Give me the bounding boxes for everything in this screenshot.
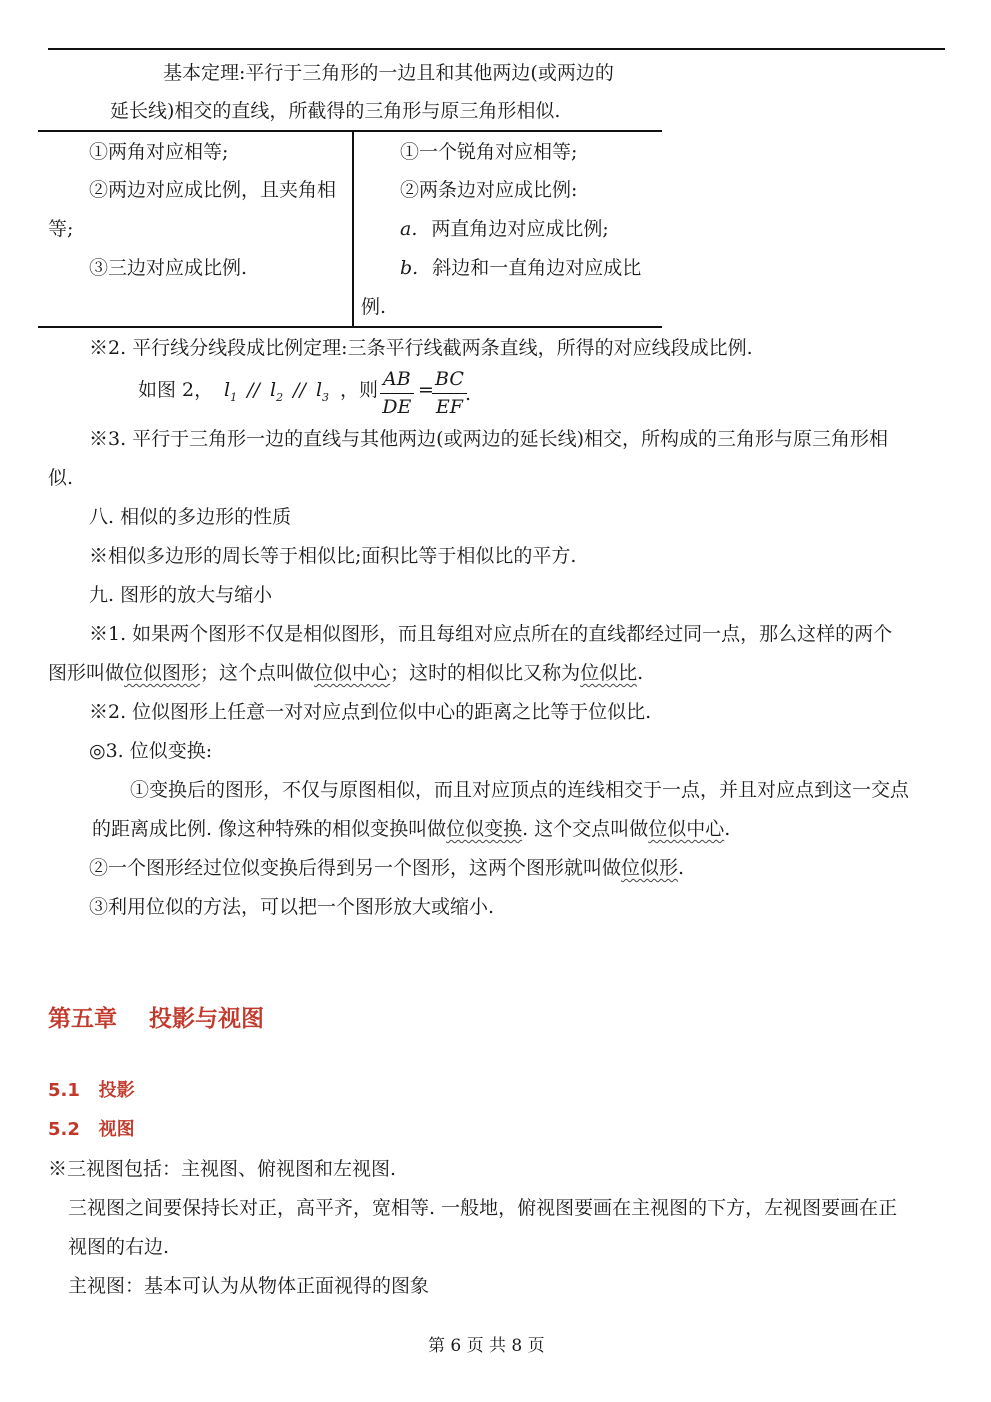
table-right-row-2: ②两条边对应成比例: — [400, 179, 578, 201]
text-segment: 图形叫做 — [48, 662, 125, 684]
parallel-sign-1: // — [247, 379, 260, 401]
term-homothetic-center-2: 位似中心 — [648, 818, 725, 840]
l2-sub: 2 — [276, 390, 284, 404]
figure-2-prefix: 如图 2， — [138, 379, 214, 401]
parallel-theorem: ※2. 平行线分线段成比例定理:三条平行线截两条直线，所得的对应线段成比例. — [89, 337, 753, 359]
table-bottom-rule — [38, 326, 662, 328]
parallel-lines-expr — [224, 381, 329, 403]
l3-symbol: l — [315, 379, 323, 401]
table-top-rule — [38, 130, 662, 132]
label-a: a. — [400, 218, 418, 240]
views-paragraph-2-line-2: 视图的右边. — [68, 1236, 170, 1258]
paragraph-s3-line-1: ※3. 平行于三角形一边的直线与其他两边(或两边的延长线)相交，所构成的三角形与原三角形相 — [89, 428, 888, 450]
term-homothetic-ratio: 位似比 — [580, 662, 638, 684]
then-text: ，则 — [340, 379, 379, 401]
section-9-p2: ※2. 位似图形上任意一对对应点到位似中心的距离之比等于位似比. — [89, 701, 652, 723]
top-rule — [48, 48, 945, 50]
l1-symbol: l — [224, 379, 231, 401]
section-9-title: 九. 图形的放大与缩小 — [89, 584, 273, 606]
theorem-line-1: 基本定理:平行于三角形的一边且和其他两边(或两边的 — [163, 62, 614, 84]
formula-period: . — [465, 383, 472, 405]
section-9-p3-item-2 — [89, 859, 684, 878]
text-segment: ；这时的相似比又称为 — [390, 662, 581, 684]
label-b: b. — [400, 257, 419, 279]
row-4-text: 斜边和一直角边对应成比 — [432, 257, 642, 279]
l2-symbol: l — [269, 379, 277, 401]
text-segment: . — [678, 857, 685, 879]
row-3-text: 两直角边对应成比例; — [431, 218, 609, 240]
fraction-bc-ef — [432, 370, 467, 417]
section-8-title: 八. 相似的多边形的性质 — [89, 506, 292, 528]
views-paragraph-1: ※三视图包括：主视图、俯视图和左视图. — [48, 1158, 397, 1180]
l3-sub: 3 — [322, 390, 330, 404]
term-homothetic-shape: 位似形 — [621, 857, 679, 879]
section-5-2-title: 5.2 视图 — [48, 1119, 135, 1140]
text-segment: 的距离成比例. 像这种特殊的相似变换叫做 — [92, 818, 447, 840]
section-9-p1-line-1: ※1. 如果两个图形不仅是相似图形，而且每组对应点所在的直线都经过同一点，那么这样的两个 — [89, 623, 893, 645]
table-right-row-5: 例. — [361, 296, 387, 318]
fraction-1-denominator: DE — [382, 396, 412, 418]
section-9-p3-line-1: ①变换后的图形，不仅与原图相似，而且对应顶点的连线相交于一点，并且对应点到这一交点 — [130, 779, 910, 801]
page-footer: 第 6 页 共 8 页 — [428, 1336, 545, 1356]
table-right-row-1: ①一个锐角对应相等; — [400, 141, 578, 163]
table-left-row-2a: ②两边对应成比例，且夹角相 — [89, 179, 337, 201]
table-right-row-4 — [400, 259, 641, 278]
section-9-p3-title: ◎3. 位似变换: — [89, 740, 213, 762]
chapter-5-title: 第五章 投影与视图 — [48, 1006, 265, 1032]
table-divider — [352, 130, 354, 327]
table-right-row-3 — [400, 220, 609, 239]
table-left-row-2b: 等; — [48, 218, 74, 240]
text-segment: . 这个交点叫做 — [522, 818, 649, 840]
fraction-1-numerator: AB — [380, 370, 414, 394]
text-segment: . — [724, 818, 731, 840]
equals-sign: = — [418, 379, 434, 401]
section-5-1-title: 5.1 投影 — [48, 1080, 135, 1101]
fraction-2-numerator: BC — [432, 370, 467, 394]
table-left-row-1: ①两角对应相等; — [89, 141, 229, 163]
fraction-2-denominator: EF — [435, 396, 463, 418]
term-homothetic-figure: 位似图形 — [124, 662, 201, 684]
text-segment: ②一个图形经过位似变换后得到另一个图形，这两个图形就叫做 — [89, 857, 622, 879]
text-segment: . — [637, 662, 644, 684]
l1-sub: 1 — [230, 390, 238, 404]
section-9-p1-line-2 — [48, 664, 643, 683]
theorem-line-2: 延长线)相交的直线，所截得的三角形与原三角形相似. — [110, 100, 561, 122]
views-paragraph-2-line-1: 三视图之间要保持长对正，高平齐，宽相等. 一般地，俯视图要画在主视图的下方，左视图要画在正 — [68, 1197, 898, 1219]
paragraph-s3-line-2: 似. — [48, 467, 74, 489]
views-paragraph-3: 主视图：基本可认为从物体正面视得的图象 — [68, 1275, 430, 1297]
section-8-body: ※相似多边形的周长等于相似比;面积比等于相似比的平方. — [89, 545, 577, 567]
term-homothetic-center: 位似中心 — [314, 662, 391, 684]
term-homothetic-transform: 位似变换 — [446, 818, 523, 840]
parallel-sign-2: // — [293, 379, 306, 401]
table-left-row-3: ③三边对应成比例. — [89, 257, 248, 279]
section-9-p3-line-2 — [92, 820, 730, 839]
fraction-ab-de — [380, 370, 414, 417]
text-segment: ；这个点叫做 — [200, 662, 315, 684]
section-9-p3-item-3: ③利用位似的方法，可以把一个图形放大或缩小. — [89, 896, 495, 918]
